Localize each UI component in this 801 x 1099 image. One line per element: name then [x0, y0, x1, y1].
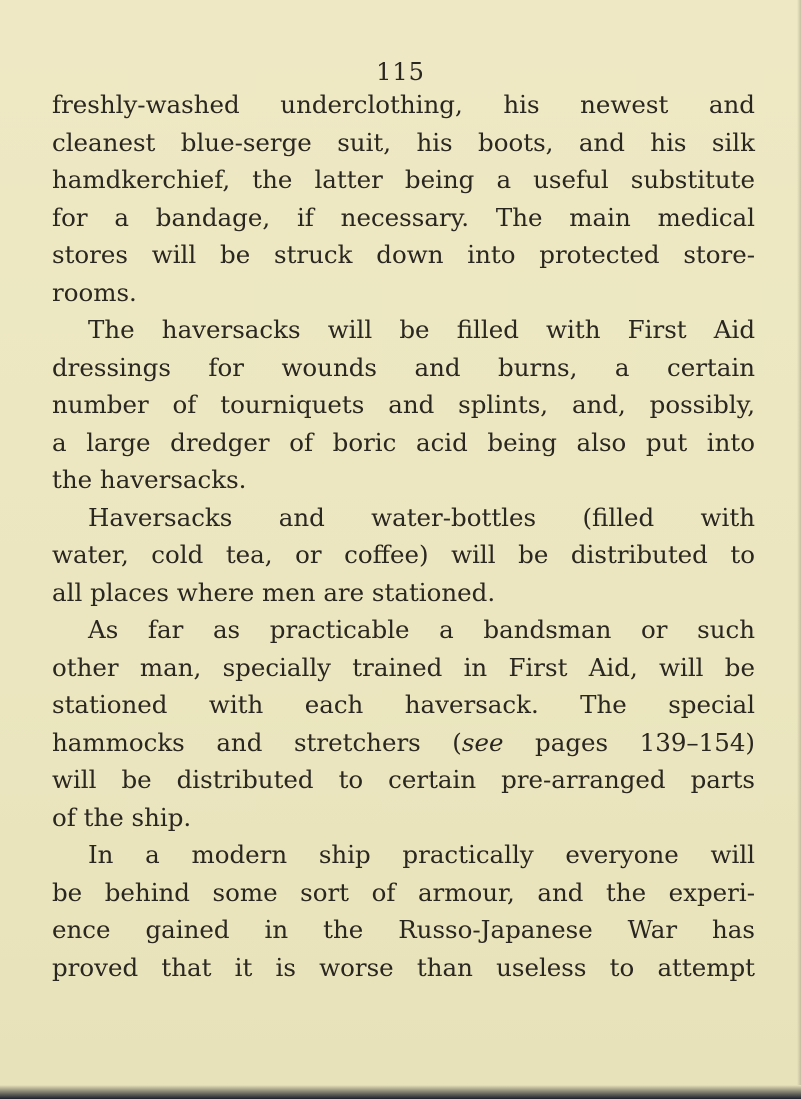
paragraph-2	[52, 311, 755, 499]
text-line: freshly-washed underclothing, his newest and	[52, 90, 755, 119]
text-line: number of tourniquets and splints, and, possibly,	[52, 390, 755, 419]
paragraph-5	[52, 836, 755, 986]
italic-see: see	[461, 727, 504, 757]
text-line: dressings for wounds and burns, a certain	[52, 352, 755, 382]
text-line-with-italic	[52, 724, 755, 762]
text-line: be behind some sort of armour, and the experi-	[52, 877, 755, 907]
text-line: In a modern ship practically everyone will	[88, 840, 755, 869]
paragraph-4	[52, 611, 755, 836]
text-line: stores will be struck down into protected store-	[52, 240, 755, 269]
text-line: hamdkerchief, the latter being a useful substitute	[52, 165, 755, 194]
text-line: all places where men are stationed.	[52, 577, 496, 607]
body-text	[52, 86, 755, 986]
page-number: 115	[376, 58, 425, 86]
text-line: a large dredger of boric acid being also put into	[52, 427, 755, 457]
text-line: proved that it is worse than useless to attempt	[52, 952, 755, 982]
paragraph-3	[52, 499, 755, 612]
text-line: other man, specially trained in First Aid, will be	[52, 652, 755, 682]
text-line: stationed with each haversack. The special	[52, 690, 755, 719]
text-line: will be distributed to certain pre-arranged parts	[52, 765, 755, 794]
text-line: Haversacks and water-bottles (filled with	[88, 502, 755, 532]
text-line: for a bandage, if necessary. The main medical	[52, 202, 755, 232]
text-line: water, cold tea, or coffee) will be distributed to	[52, 540, 755, 569]
text-line: cleanest blue-serge suit, his boots, and his silk	[52, 127, 755, 157]
text-line: of the ship.	[52, 802, 192, 832]
text-line: rooms.	[52, 277, 137, 307]
text-line: The haversacks will be filled with First Aid	[88, 315, 755, 344]
text-segment: hammocks and stretchers (	[52, 727, 462, 757]
text-line: As far as practicable a bandsman or such	[88, 615, 755, 644]
text-segment: pages 139–154)	[503, 727, 755, 757]
text-line: ence gained in the Russo-Japanese War has	[52, 915, 755, 944]
paragraph-1	[52, 86, 755, 311]
text-line: the haversacks.	[52, 465, 247, 494]
page-right-edge	[797, 0, 801, 1099]
page-bottom-edge	[0, 1085, 801, 1099]
